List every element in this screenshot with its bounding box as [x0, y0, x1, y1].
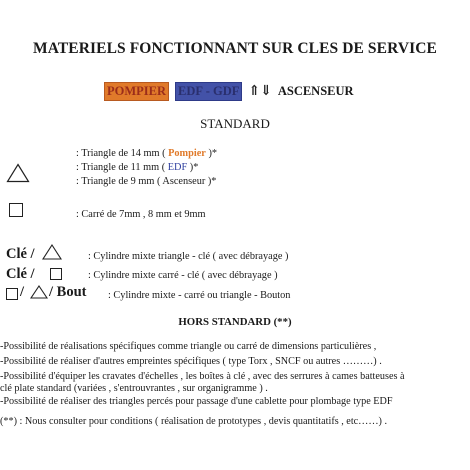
triangle-icon: [30, 285, 48, 299]
triangle-icon: [6, 163, 30, 183]
hors-standard-line-5: -Possibilité de réaliser des triangles percés pour passage d'une cablette pour plombage type EDF: [0, 396, 393, 407]
triangle-11mm-row: [76, 162, 198, 173]
cle-triangle-text: : Cylindre mixte triangle - clé ( avec débrayage ): [88, 251, 289, 262]
triangle-icon: [42, 244, 62, 260]
edf-label: EDF: [167, 162, 188, 173]
up-down-arrows-icon: ⇑⇓: [248, 84, 272, 99]
triangle-9mm-row: : Triangle de 9 mm ( Ascenseur )*: [76, 176, 217, 187]
square-icon: [9, 203, 23, 217]
carre-row: : Carré de 7mm , 8 mm et 9mm: [76, 209, 206, 220]
bout-text: : Cylindre mixte - carré ou triangle - Bouton: [108, 290, 291, 301]
triangle-11mm-text: : Triangle de 11 mm (: [76, 162, 166, 173]
square-icon: [50, 268, 62, 280]
badge-pompier: POMPIER: [104, 82, 169, 101]
cle-triangle-label: [6, 246, 35, 263]
cle-label-2: Clé /: [6, 266, 35, 282]
badge-ascenseur: ASCENSEUR: [277, 84, 354, 98]
hors-standard-line-3: -Possibilité d'équiper les cravates d'échelles , les boîtes à clé , avec des serrures à cames batteuses à: [0, 371, 405, 382]
section-hors-standard-heading: HORS STANDARD (**): [178, 316, 292, 328]
page-title: MATERIELS FONCTIONNANT SUR CLES DE SERVICE: [32, 40, 437, 57]
bout-label: / Bout: [49, 284, 87, 300]
hors-standard-line-1: -Possibilité de réalisations spécifiques comme triangle ou carré de dimensions particulières ,: [0, 341, 377, 352]
bout-sep-1: /: [20, 284, 25, 300]
cle-carre-text: : Cylindre mixte carré - clé ( avec débrayage ): [88, 270, 278, 281]
badge-edf-gdf: EDF - GDF: [175, 82, 242, 101]
hors-standard-line-2: -Possibilité de réaliser d'autres empreintes spécifiques ( type Torx , SNCF ou autres ………) .: [0, 356, 382, 367]
key-type-badges: [104, 82, 354, 101]
cle-label-1: Clé /: [6, 246, 35, 262]
hors-standard-line-4: clé plate standard (variées , s'entrouvrantes , sur organigramme ) .: [0, 383, 268, 394]
section-standard-heading: STANDARD: [200, 116, 270, 131]
triangle-11mm-suffix: )*: [189, 162, 199, 173]
footnote: (**) : Nous consulter pour conditions ( réalisation de prototypes , devis quantitatifs , etc……) .: [0, 416, 388, 427]
triangle-14mm-row: [76, 148, 217, 159]
pompier-label: Pompier: [168, 148, 206, 159]
triangle-14mm-suffix: )*: [208, 148, 218, 159]
square-icon: [6, 288, 18, 300]
triangle-14mm-text: : Triangle de 14 mm (: [76, 148, 166, 159]
cle-carre-label: [6, 266, 35, 283]
